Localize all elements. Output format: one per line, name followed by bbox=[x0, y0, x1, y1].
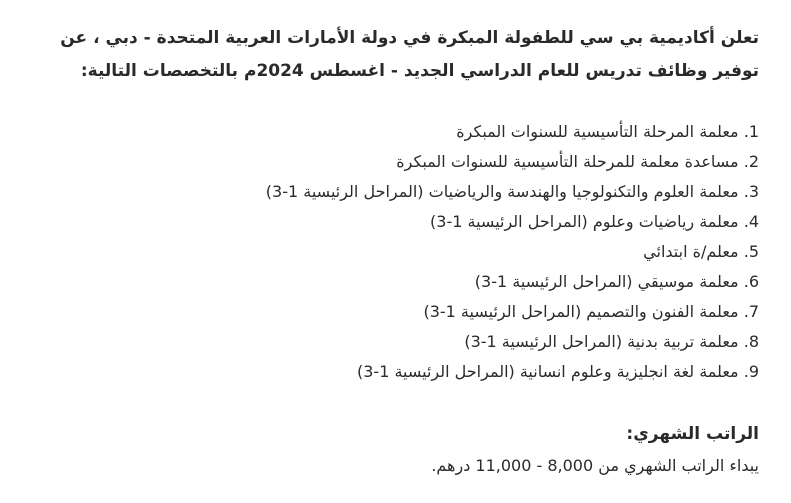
list-item-number: 1. bbox=[743, 122, 759, 141]
list-item bbox=[266, 117, 759, 147]
announcement-intro: تعلن أكاديمية بي سي للطفولة المبكرة في دولة الأمارات العربية المتحدة - دبي ، عن توفير وظائف تدريس للعام الدراسي الجديد - اغسطس 2024م بالتخصصات التالية: bbox=[60, 28, 759, 81]
list-item-number: 7. bbox=[743, 302, 759, 321]
salary-text: يبداء الراتب الشهري من 8,000 - 11,000 درهم. bbox=[431, 456, 759, 475]
list-item-text: معلمة العلوم والتكنولوجيا والهندسة والرياضيات (المراحل الرئيسية 1-3) bbox=[265, 182, 739, 201]
list-item-number: 4. bbox=[743, 212, 759, 231]
list-item-number: 6. bbox=[743, 272, 759, 291]
list-item bbox=[266, 357, 759, 387]
list-item bbox=[266, 177, 759, 207]
list-item-number: 9. bbox=[743, 362, 759, 381]
positions-list bbox=[266, 117, 759, 387]
list-item-text: معلمة لغة انجليزية وعلوم انسانية (المراحل الرئيسية 1-3) bbox=[356, 362, 739, 381]
list-item bbox=[266, 297, 759, 327]
list-item-text: معلمة تربية بدنية (المراحل الرئيسية 1-3) bbox=[464, 332, 739, 351]
list-item-text: معلمة موسيقي (المراحل الرئيسية 1-3) bbox=[474, 272, 739, 291]
list-item-text: معلمة الفنون والتصميم (المراحل الرئيسية 1-3) bbox=[423, 302, 739, 321]
list-item bbox=[266, 147, 759, 177]
list-item-number: 5. bbox=[743, 242, 759, 261]
list-item bbox=[266, 207, 759, 237]
list-item bbox=[266, 327, 759, 357]
list-item-number: 8. bbox=[743, 332, 759, 351]
list-item-text: معلمة المرحلة التأسيسية للسنوات المبكرة bbox=[456, 122, 739, 141]
list-item-number: 3. bbox=[743, 182, 759, 201]
list-item bbox=[266, 237, 759, 267]
salary-heading: الراتب الشهري: bbox=[626, 424, 759, 444]
list-item bbox=[266, 267, 759, 297]
list-item-text: معلمة رياضيات وعلوم (المراحل الرئيسية 1-3) bbox=[430, 212, 739, 231]
list-item-number: 2. bbox=[743, 152, 759, 171]
list-item-text: معلم/ة ابتدائي bbox=[643, 242, 739, 261]
list-item-text: مساعدة معلمة للمرحلة التأسيسية للسنوات المبكرة bbox=[396, 152, 739, 171]
